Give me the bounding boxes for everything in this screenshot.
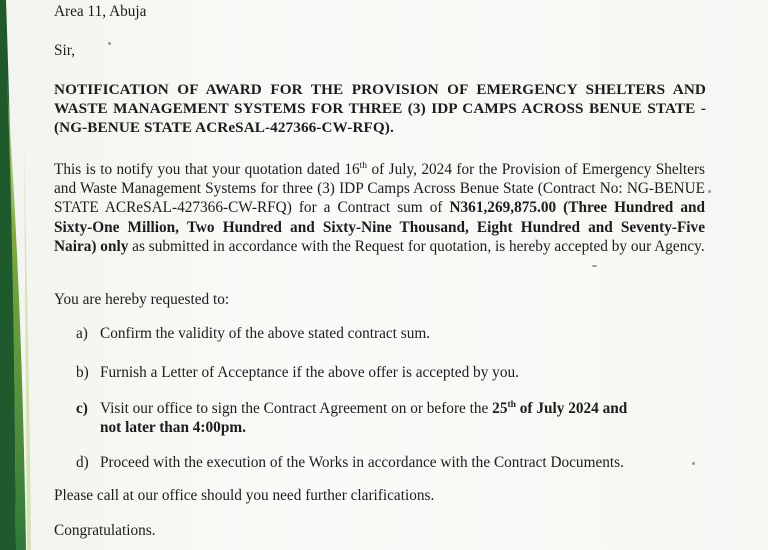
deadline-month-year: of July 2024 and bbox=[515, 400, 628, 417]
award-paragraph bbox=[54, 160, 705, 256]
scan-speck bbox=[692, 462, 695, 465]
deadline-date: 25 bbox=[492, 400, 508, 417]
request-item-c bbox=[76, 399, 716, 439]
requested-intro: You are hereby requested to: bbox=[54, 291, 230, 308]
address-line: Area 11, Abuja bbox=[54, 3, 147, 20]
item-marker: c) bbox=[76, 400, 88, 417]
scan-speck bbox=[592, 265, 597, 267]
deadline-time: not later than 4:00pm. bbox=[100, 419, 246, 436]
subject-heading: NOTIFICATION OF AWARD FOR THE PROVISION OF EMERGENCY SHELTERS AND WASTE MANAGEMENT SYSTEMS FOR THREE (3) IDP CAMPS ACROSS BENUE STATE - (NG-BENUE STATE ACReSAL-427366-CW-RFQ). bbox=[54, 81, 706, 137]
request-item-a bbox=[76, 324, 716, 344]
item-marker: b) bbox=[76, 364, 89, 381]
item-text bbox=[100, 399, 627, 418]
salutation: Sir, bbox=[54, 42, 76, 59]
congratulations-line: Congratulations. bbox=[54, 522, 156, 539]
green-swoosh-decoration bbox=[0, 0, 40, 550]
request-item-d bbox=[76, 453, 716, 473]
deadline-superscript: th bbox=[507, 400, 516, 410]
item-c-text-start: Visit our office to sign the Contract Agreement on or before the bbox=[100, 400, 493, 417]
paragraph-text-middle: of July, 2024 for the Provision of Emergency Shelters and Waste Management Systems for three (3) IDP Camps Across Benue State (Contract No: NG-BENUE STATE ACReSAL-427366-CW-RFQ) for a Contract sum of bbox=[54, 161, 705, 217]
paragraph-text-end: as submitted in accordance with the Request for quotation, is hereby accepted by our Agency. bbox=[128, 237, 705, 255]
scan-speck bbox=[108, 42, 111, 45]
date-superscript: th bbox=[359, 161, 368, 171]
contract-sum: N361,269,875.00 (Three Hundred and Sixty-One Million, Two Hundred and Sixty-Nine Thousand, Eight Hundred and Seventy-Five Naira) only bbox=[54, 199, 705, 255]
item-text: Furnish a Letter of Acceptance if the above offer is accepted by you. bbox=[100, 364, 519, 381]
item-text: Proceed with the execution of the Works in accordance with the Contract Documents. bbox=[100, 454, 624, 471]
item-marker: d) bbox=[76, 454, 89, 471]
item-text: Confirm the validity of the above stated contract sum. bbox=[100, 325, 431, 342]
request-item-b bbox=[76, 363, 716, 383]
item-marker: a) bbox=[76, 325, 88, 342]
paragraph-text-start: This is to notify you that your quotation dated 16 bbox=[54, 161, 360, 178]
scan-speck bbox=[708, 190, 711, 193]
clarification-note: Please call at our office should you need further clarifications. bbox=[54, 487, 435, 504]
